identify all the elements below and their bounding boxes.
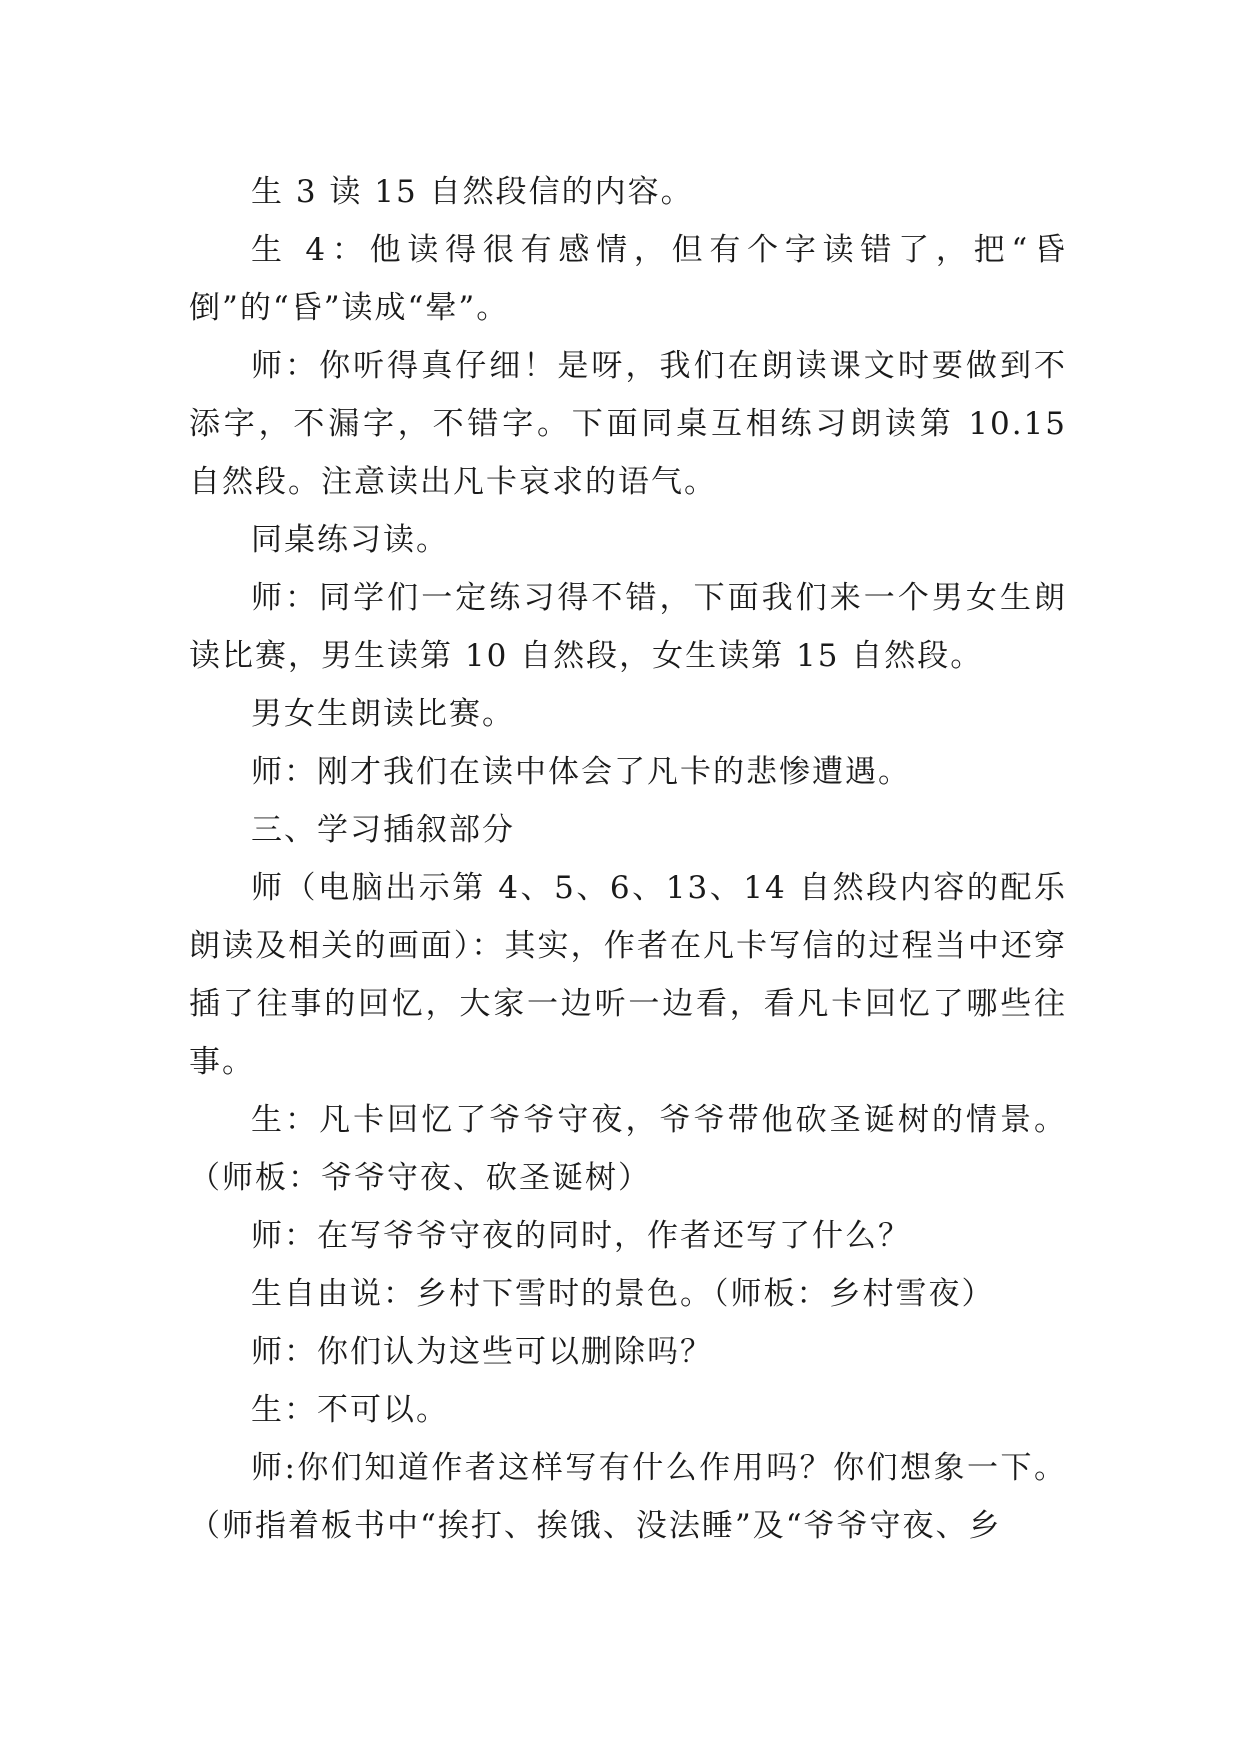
paragraph-12: 生自由说：乡村下雪时的景色。（师板：乡村雪夜） <box>251 1276 995 1312</box>
paragraph-3: 师：你听得真仔细！是呀，我们在朗读课文时要做到不添字，不漏字，不错字。下面同桌互相练习朗读第 10.15 自然段。注意读出凡卡哀求的语气。 <box>189 348 1067 500</box>
paragraph-11: 师：在写爷爷守夜的同时，作者还写了什么？ <box>251 1218 911 1254</box>
paragraph-14: 生：不可以。 <box>251 1392 449 1428</box>
paragraph-9: 师（电脑出示第 4、5、6、13、14 自然段内容的配乐朗读及相关的画面）：其实，作者在凡卡写信的过程当中还穿插了往事的回忆，大家一边听一边看，看凡卡回忆了哪些往事。 <box>189 870 1067 1080</box>
paragraph-5: 师：同学们一定练习得不错，下面我们来一个男女生朗读比赛，男生读第 10 自然段，女生读第 15 自然段。 <box>189 580 1067 674</box>
paragraph-2: 生 4：他读得很有感情，但有个字读错了，把“昏倒”的“昏”读成“晕”。 <box>189 232 1067 326</box>
section-heading: 三、学习插叙部分 <box>251 812 515 848</box>
paragraph-7: 师：刚才我们在读中体会了凡卡的悲惨遭遇。 <box>251 754 911 790</box>
paragraph-4: 同桌练习读。 <box>251 522 449 558</box>
document-body <box>189 163 1067 1555</box>
paragraph-15: 师:你们知道作者这样写有什么作用吗？你们想象一下。（师指着板书中“挨打、挨饿、没法睡”及“爷爷守夜、乡 <box>189 1450 1067 1544</box>
paragraph-13: 师：你们认为这些可以删除吗？ <box>251 1334 713 1370</box>
paragraph-10: 生：凡卡回忆了爷爷守夜，爷爷带他砍圣诞树的情景。（师板：爷爷守夜、砍圣诞树） <box>189 1102 1067 1196</box>
paragraph-6: 男女生朗读比赛。 <box>251 696 515 732</box>
paragraph-1: 生 3 读 15 自然段信的内容。 <box>251 174 694 210</box>
